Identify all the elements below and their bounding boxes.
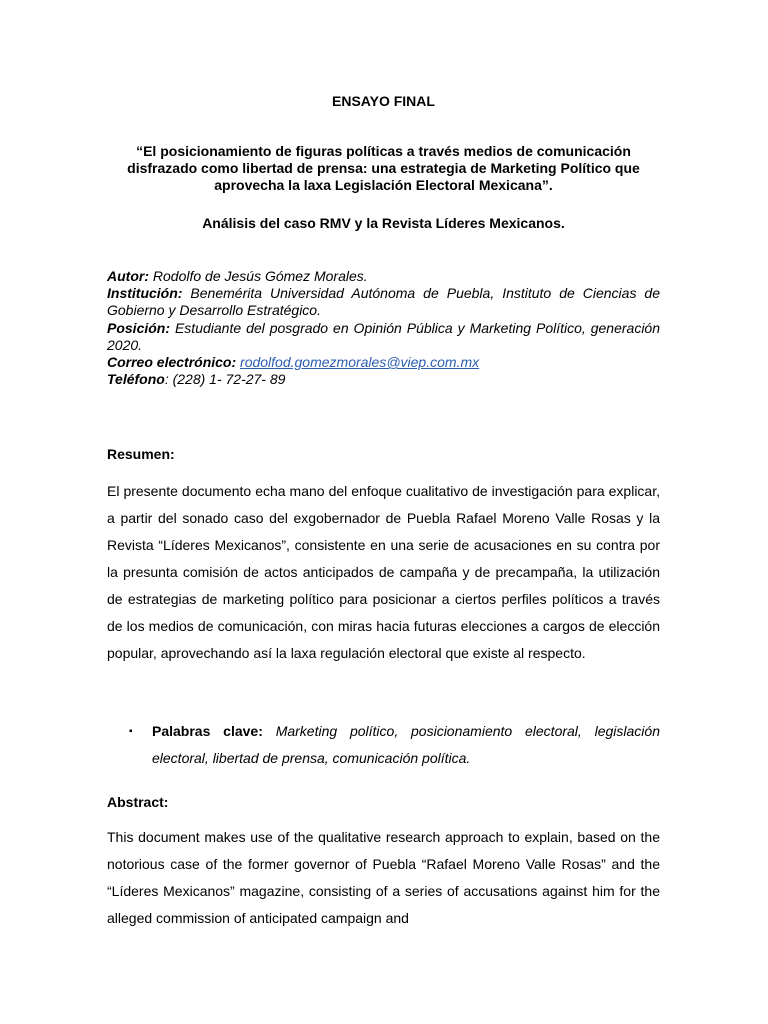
keywords-label: Palabras clave: <box>152 723 263 739</box>
abstract-heading: Abstract: <box>107 794 169 810</box>
document-subtitle: Análisis del caso RMV y la Revista Líderes Mexicanos. <box>202 215 565 231</box>
email-link[interactable]: rodolfod.gomezmorales@viep.com.mx <box>240 354 480 371</box>
document-title: “El posicionamiento de figuras políticas a través medios de comunicación disfrazado como libertad de prensa: una estrategia de Marketing Político que aprovecha la laxa Legislación Electoral Mexicana”. <box>127 143 640 193</box>
position-value: Estudiante del posgrado en Opinión Pública y Marketing Político, generación 2020. <box>107 319 661 353</box>
position-line <box>107 320 660 354</box>
keywords-item <box>129 718 660 772</box>
author-info <box>107 268 660 388</box>
institution-line <box>107 285 660 319</box>
resumen-paragraph: El presente documento echa mano del enfoque cualitativo de investigación para explicar, a partir del sonado caso del exgobernador de Puebla Rafael Moreno Valle Rosas y la Revista “Líderes Mexicanos”, consistente en una serie de acusaciones en su contra por la presunta comisión de actos anticipados de campaña y de precampaña, la utilización de estrategias de marketing político para posicionar a ciertos perfiles políticos a través de los medios de comunicación, con miras hacia futuras elecciones a cargos de elección popular, aprovechando así la laxa regulación electoral que existe al respecto. <box>107 483 660 661</box>
phone-value: : (228) 1- 72-27- 89 <box>164 371 286 388</box>
position-label: Posición: <box>107 319 171 336</box>
keywords-value: Marketing político, posicionamiento electoral, legislación electoral, libertad de prensa, comunicación política. <box>152 723 660 766</box>
document-label: ENSAYO FINAL <box>332 93 435 109</box>
phone-line <box>107 371 660 388</box>
phone-label: Teléfono <box>107 371 165 388</box>
email-label: Correo electrónico: <box>107 354 237 371</box>
institution-value: Benemérita Universidad Autónoma de Puebla, Instituto de Ciencias de Gobierno y Desarrollo Estratégico. <box>107 285 660 319</box>
author-label: Autor: <box>107 268 149 284</box>
abstract-paragraph: This document makes use of the qualitative research approach to explain, based on the notorious case of the former governor of Puebla “Rafael Moreno Valle Rosas” and the “Líderes Mexicanos” magazine, consisting of a series of accusations against him for the alleged commission of anticipated campaign and <box>107 829 660 926</box>
resumen-heading: Resumen: <box>107 446 175 462</box>
email-line <box>107 354 660 371</box>
institution-label: Institución: <box>107 285 183 302</box>
bullet-icon: ▪ <box>129 726 133 737</box>
author-line <box>107 268 660 285</box>
author-value: Rodolfo de Jesús Gómez Morales. <box>152 268 368 284</box>
